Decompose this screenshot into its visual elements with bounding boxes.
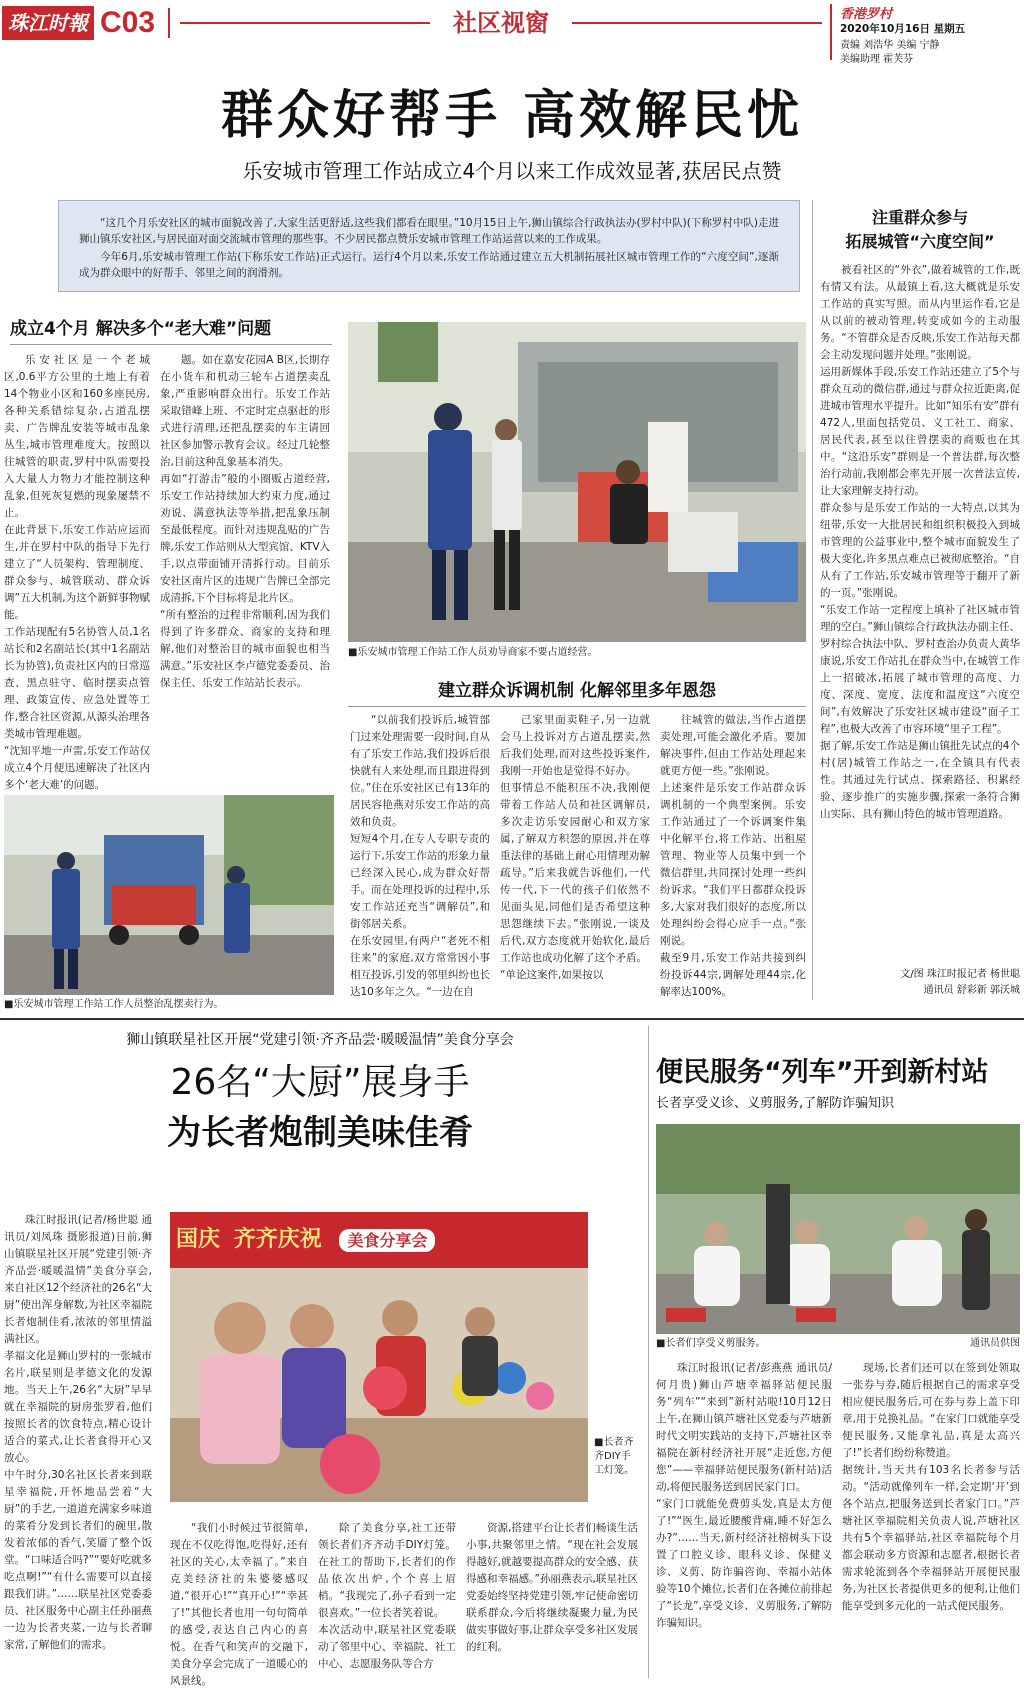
summary-paragraph: “这几个月乐安社区的城市面貌改善了,大家生活更舒适,这些我们都看在眼里。”10月15日上午,狮山镇综合行政执法办(罗村中队)(下称罗村中队)走进狮山镇乐安社区,与居民面对面交流城市管理的那些事。不少居民都点赞乐安城市管理工作站运营以来的工作成果。 bbox=[79, 217, 779, 245]
article-column: 现场,长者们还可以在签到处领取一张券与券,随后根据自己的需求享受相应便民服务后,可在券与券上盖下印章,用于兑换礼品。“在家门口就能享受便民服务,又能拿礼品,真是太高兴了!”长者们纷纷称赞道。 据统计,当天共有103名长者参与活动。“活动就像列车一样,会定期‘开’到各个站点,把服务送到长者家门口。”芦塘社区幸福院相关负责人说,芦塘社区共有5个幸福驿站,社区幸福院每个月都会联动多方资源和志愿者,根据长者需求轮流到各个幸福驿站开展便民服务,为社区长者提供更多的便利,让他们能享受到多元化的一站式便民服务。 bbox=[842, 1362, 1020, 1612]
cooking-headline: 26名“大厨”展身手 bbox=[170, 1062, 470, 1103]
street-scene-illustration bbox=[348, 322, 806, 642]
photo-caption: ■乐安城市管理工作站工作人员劝导商家不要占道经营。 bbox=[348, 647, 598, 658]
article-column: 题。如在嘉安花园A B区,长期存在小货车和机动三轮车占道摆卖乱象,严重影响群众出行。乐安工作站采取错峰上班、不定时定点驱赶的形式进行清理,还把乱摆卖的车主请回社区参加警示教育会议。经过几轮整治,目前这种乱象基本消失。 再如“打游击”般的小圈贩占道经营,乐安工作站持续加大约束力度,通过劝说、满意执法等举措,把乱象压制至最低程度。而针对违规乱贴的广告牌,乐安工作站则从大型宾馆、KTV入手,以点带面铺开清拆行动。目前乐安社区南片区的违规广告牌已全部完成清拆,下个目标将是北片区。 “所有整治的过程非常顺利,因为我们得到了许多群众、商家的支持和理解,他们对整治目的城市面貌也相当满意。”乐安社区李卢德党委委员、治保主任、乐安工作站站长表示。 bbox=[160, 354, 331, 689]
elders-with-lanterns-illustration bbox=[170, 1268, 588, 1502]
cooking-kicker: 狮山镇联星社区开展“党建引领·齐齐品尝·暖暖温情”美食分享会 bbox=[126, 1032, 514, 1048]
article-column: 除了美食分享,社工还带领长者们齐齐动手DIY灯笼。在社工的帮助下,长者们的作品依次出炉,个个喜上眉梢。“我现完了,孙子看到一定很喜欢。”一位长者笑着说。 本次活动中,联星社区党委联动了邻里中心、幸福院、社工中心、志愿服务队等合方 bbox=[318, 1522, 456, 1670]
section-heading: 建立群众诉调机制 化解邻里多年恩怨 bbox=[438, 681, 716, 701]
lead-headline: 群众好帮手 高效解民忧 bbox=[220, 85, 804, 146]
article-column: 己家里面卖鞋子,另一边就会马上投诉对方占道乱摆卖,然后我们处理,而对这些投诉案件,我刚一开始也是觉得不好办。 但事情总不能积压不决,我刚便带着工作站人员和社区调解员,多次走访乐安园耐心和双方家属,了解双方积怨的原因,并在尊重法律的基础上耐心用情理劝解疏导。”后来我就告诉他们,一代传一代,下一代的孩子们依然不见面头见,同他们是否希望这种思怨继续下去。”张刚说,一谈及后代,双方态度就开始软化,最后工作站也成功化解了这个矛盾。 “单论这案件,如果按以 bbox=[500, 714, 650, 981]
banner-text: 齐齐庆祝 bbox=[233, 1227, 322, 1252]
photo-caption: ■长者齐齐DIY手工灯笼。 bbox=[594, 1437, 634, 1476]
byline: 通讯员 舒彩新 郭沃城 bbox=[923, 985, 1020, 996]
column-logo: 香港罗村 bbox=[840, 7, 893, 22]
photo-caption: ■长者们享受义剪服务。 bbox=[656, 1338, 766, 1349]
barber-headline: 便民服务“列车”开到新村站 bbox=[656, 1057, 989, 1088]
article-column: “以前我们投诉后,城管部门过来处理需要一段时间,自从有了乐安工作站,我们投诉后很快就有人来处理,而且跟进得到位。”住在乐安社区已有13年的居民容艳燕对乐安工作站的高效和负责。 短短4个月,在专人专职专责的运行下,乐安工作站的形象力量已经深入民心,成为群众好帮手。而在处理投诉的过程中,乐安工作站还充当“调解员”,和街邻居关系。 在乐安园里,有两户“老死不相往来”的家庭,双方常常因小事相互投诉,引发的邻里纠纷也长达10多年之久。“一边在自 bbox=[350, 714, 490, 998]
editor-assistant-credit: 美编助理 霍芙芬 bbox=[840, 54, 914, 65]
vendor-truck-photo bbox=[4, 795, 334, 995]
article-column: 珠江时报讯(记者/彭燕燕 通讯员/何月贵)狮山芦塘幸福驿站便民服务“列车”“来到”新村站啦!10月12日上午,在狮山镇芦塘社区党委与芦塘新时代文明实践站的支持下,芦塘社区幸福院在新村经济社开展“走近您,方便您”——幸福驿站便民服务(新村站)活动,将便民服务送到居民家门口。 “家门口就能免费剪头发,真是太方便了!”“医生,最近腰酸背痛,睡不好怎么办?”……当天,新村经济社榕树头下设置了口腔义诊、眼科义诊、保健义诊、义剪、防诈骗咨询、幸福小站体验等10个摊位,长者们在各摊位前排起了“长龙”,享受义诊、义剪服务,了解防诈骗知识。 bbox=[656, 1362, 832, 1629]
photo-caption: ■乐安城市管理工作站工作人员整治乱摆卖行为。 bbox=[4, 999, 224, 1010]
lead-summary-box bbox=[58, 200, 800, 292]
enforcement-photo bbox=[348, 322, 806, 642]
article-column: 往城管的做法,当作占道摆卖处理,可能会激化矛盾。要加解决事件,但由工作站处理起来就更方便一些。”张刚说。 上述案件是乐安工作站群众诉调机制的一个典型案例。乐安工作站通过了一个诉调案件集中化解平台,将工作站、出租屋管理、物业等人员集中到一个微信群里,共同探讨处理一些纠纷诉求。“我们平日都群众投诉多,大家对我们很好的态度,所以处理纠纷会得心应手一点。”张刚说。 截至9月,乐安工作站共接到纠纷投诉44宗,调解处理44宗,化解率达100%。 bbox=[660, 714, 806, 998]
byline: 文/图 珠江时报记者 杨世聪 bbox=[900, 969, 1020, 980]
section-divider bbox=[0, 1018, 1024, 1020]
article-column: 资源,搭建平台让长者们畅谈生活小事,共聚邻里之情。“现在社会发展得越好,就越要提高群众的安全感、获得感和幸福感。”孙丽燕表示,联星社区党委始终坚持党建引领,牢记使命密切联系群众,今后将继续凝聚力量,为民做实事做好事,让群众享受多社区发展的红利。 bbox=[466, 1522, 638, 1653]
haircut-photo bbox=[656, 1124, 1020, 1334]
header-rule-left bbox=[180, 22, 430, 24]
lead-subheadline: 乐安城市管理工作站成立4个月以来工作成效显著,获居民点赞 bbox=[242, 159, 782, 183]
banner-text: 美食分享会 bbox=[339, 1229, 435, 1252]
cooking-headline: 为长者炮制美味佳肴 bbox=[167, 1113, 473, 1153]
summary-paragraph: 今年6月,乐安城市管理工作站(下称乐安工作站)正式运行。运行4个月以来,乐安工作站通过建立五大机制拓展社区城市管理工作的“六度空间”,逐渐成为群众眼中的好帮手、邻里之间的润滑剂。 bbox=[79, 251, 779, 279]
page-code: C03 bbox=[100, 6, 156, 39]
section-name: 社区视窗 bbox=[453, 9, 549, 37]
article-column: 乐安社区是一个老城区,0.6平方公里的土地上有着14个物业小区和160多座民房,各种关系错综复杂,占道乱摆卖、广告牌乱安装等城市乱象丛生,城市管理难度大。按照以往城管的职责,罗村中队需要投入大量人力物力才能控制这种乱象,但死灰复燃的现象屡禁不止。 在此背景下,乐安工作站应运而生,并在罗村中队的指导下先行建立了“人员架构、管理制度、群众参与、城管联动、群众诉调”五大机制,为这个新鲜事物赋能。 工作站现配有5名协管人员,1名站长和2名副站长(其中1名副站长为协管),负责社区内的日常巡查、黑点驻守、临时摆卖点管理、政策宣传、应急处置等工作,整合社区资源,从源头治理各类城市管理难题。 “沈知平地一声雷,乐安工作站仅成立4个月便迅速解决了社区内多个‘老大难’的问题。 bbox=[4, 354, 150, 791]
article-column: “我们小时候过节很简单,现在不仅吃得饱,吃得好,还有社区的关心,太幸福了。”来自克美经济社的朱婆婆感叹道,“很开心!”“真开心!”“幸甚了!”其他长者也用一句句简单的感受,表达自己内心的喜悦。在香气和笑声的交融下,美食分享会完成了一道暖心的风景线。 bbox=[170, 1522, 308, 1687]
roadside-stall-illustration bbox=[4, 795, 334, 995]
sidebar-heading: 注重群众参与 拓展城管“六度空间” bbox=[845, 208, 995, 251]
section-heading: 成立4个月 解决多个“老大难”问题 bbox=[10, 319, 272, 339]
photo-credit: 通讯员供图 bbox=[970, 1338, 1020, 1349]
header-rule-right bbox=[572, 22, 822, 24]
paper-logo: 珠江时報 bbox=[2, 6, 94, 40]
editor-credit: 责编 刘浩华 美编 宁静 bbox=[840, 40, 940, 51]
cooking-event-photo bbox=[170, 1212, 588, 1502]
barber-subheadline: 长者享受义诊、义剪服务,了解防诈骗知识 bbox=[656, 1096, 895, 1111]
sidebar-text: 被看社区的“外衣”,做着城管的工作,既有情又有法。从最镇上看,这大概就是乐安工作站的真实写照。而从内里运作看,它是从以前的被动管理,转变成如今的主动服务。“不管群众是否反映,乐安工作站每天都会主动发现问题并处理。”张刚说。 运用新媒体手段,乐安工作站还建立了5个与群众互动的微信群,通过与群众拉近距离,促进城市管理水平提升。比如“知乐有安”群有472人,里面包括党员、义工社工、商家、居民代表,甚至以往曾摆卖的商贩也在其中。“这沿乐安”群则是一个普法群,每次整治行动前,我刚都会率先开展一次普法宣传,让大家理解支持行动。 群众参与是乐安工作站的一大特点,以其为纽带,乐安一大批居民和组织积极投入到城市管理的公益事业中,整个城市面貌发生了极大变化,许多黑点难点已被彻底整治。“自从有了工作站,乐安城市管理等于翻开了新的一页。”张刚说。 “乐安工作站一定程度上填补了社区城市管理的空白。”狮山镇综合行政执法办副主任、罗村综合执法中队、罗村查治办负责人黄华康说,乐安工作站扎在群众当中,在城管工作上一招破冰,拓展了城市管理的高度、力度、深度、宽度、法度和温度这“六度空间”,有效解决了乐安社区城市建设“面子工程”,也极大改善了市容环境“里子工程”。 据了解,乐安工作站是狮山镇批先试点的4个村(居)城管工作站之一,在全镇具有代表性。其通过先行试点、探索路径、积累经验、逐步推广的实施步骤,探索一条符合狮山实际、具有狮山特色的城市管理道路。 bbox=[820, 264, 1020, 820]
issue-date: 2020年10月16日 星期五 bbox=[840, 23, 966, 35]
free-haircut-illustration bbox=[656, 1124, 1020, 1334]
event-banner bbox=[170, 1212, 588, 1268]
article-column: 珠江时报讯(记者/杨世聪 通讯员/刘凤珠 摄影报道)日前,狮山镇联星社区开展“党建引领·齐齐品尝·暖暖温情”美食分享会,来自社区12个经济社的26名“大厨”使出浑身解数,为社区幸福院长者炮制佳肴,浓浓的邻里情溢满社区。 孝福文化是狮山罗村的一张城市名片,联星则是孝德文化的发源地。当天上午,26名“大厨”早早就在幸福院的厨房张罗着,他们按照长者的饮食特点,精心设计适合的菜式,让长者食得开心又放心。 中午时分,30名社区长者来到联星幸福院,开怀地品尝着“大厨”的手艺,一道道充满家乡味道的菜肴分发到长者们的碗里,散发着浓郁的香气,笑靥了整个饭堂。“口味适合吗?”“要好吃就多吃点啊!”“有什么需要可以直接跟我们讲。”……联星社区党委委员、社区服务中心副主任孙丽燕一边为长者夹菜,一边与长者聊家常,了解他们的需求。 bbox=[4, 1214, 152, 1651]
banner-text: 国庆 bbox=[176, 1227, 221, 1252]
